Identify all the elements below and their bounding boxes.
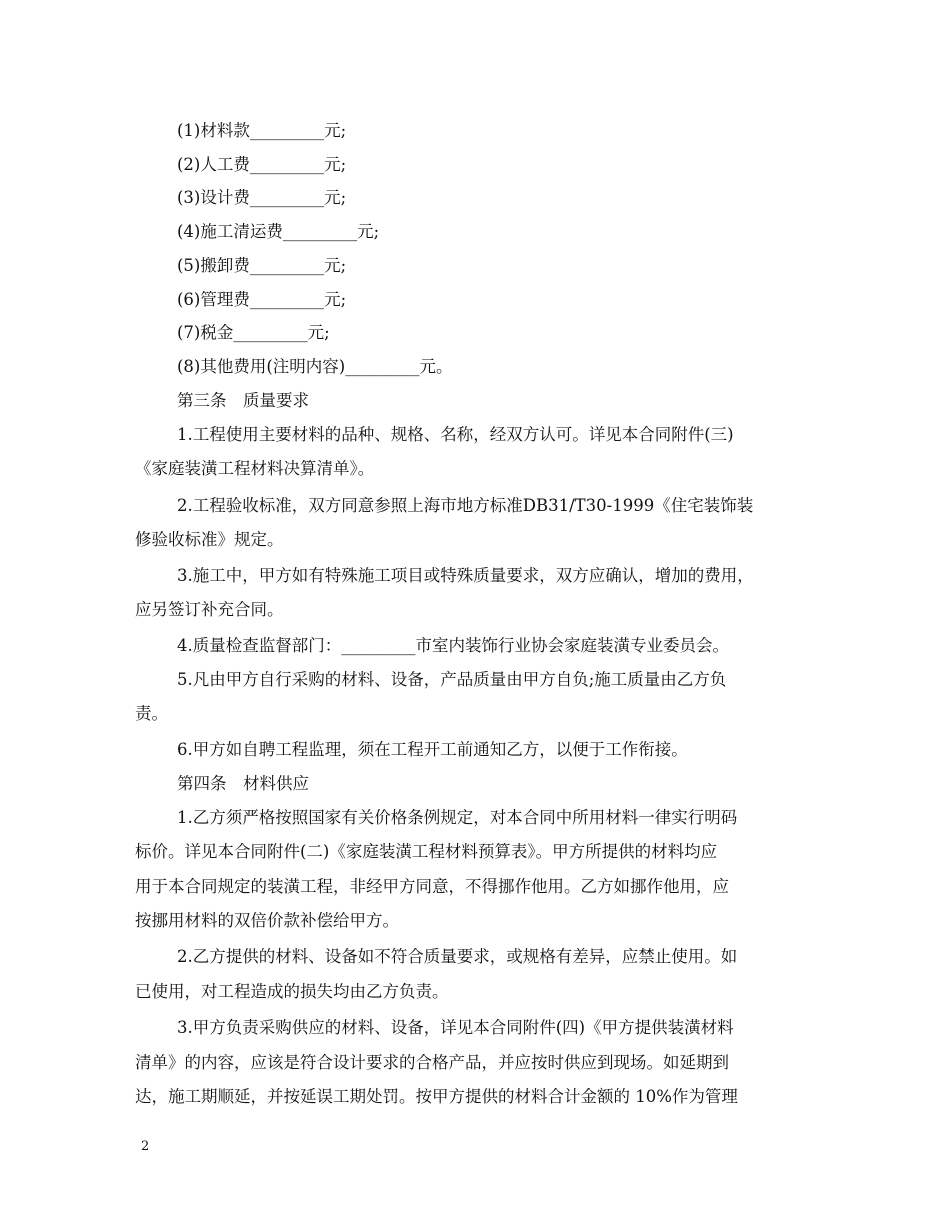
- fee-item: (3)设计费_________元;: [177, 188, 347, 207]
- article-4-item-2: 2.乙方提供的材料、设备如不符合质量要求，或规格有差异，应禁止使用。如: [177, 947, 738, 966]
- article-3-item-5-cont: 责。: [135, 704, 168, 723]
- fee-item: (8)其他费用(注明内容)_________元。: [177, 357, 453, 376]
- article-3-item-3-cont: 应另签订补充合同。: [135, 600, 284, 619]
- article-3-item-1: 1.工程使用主要材料的品种、规格、名称，经双方认可。详见本合同附件(三): [177, 425, 734, 444]
- article-4-item-1-cont: 按挪用材料的双倍价款补偿给甲方。: [135, 911, 399, 930]
- article-4-item-3-cont: 清单》的内容，应该是符合设计要求的合格产品，并应按时供应到现场。如延期到: [135, 1053, 729, 1072]
- article-3-item-2-cont: 修验收标准》规定。: [135, 530, 284, 549]
- fee-item: (6)管理费_________元;: [177, 290, 347, 309]
- article-4-item-3-cont: 达，施工期顺延，并按延误工期处罚。按甲方提供的材料合计金额的 10%作为管理: [135, 1087, 738, 1106]
- article-3-item-5: 5.凡由甲方自行采购的材料、设备，产品质量由甲方自负;施工质量由乙方负: [177, 670, 727, 689]
- article-4-heading: 第四条 材料供应: [177, 774, 309, 793]
- article-3-item-3: 3.施工中，甲方如有特殊施工项目或特殊质量要求，双方应确认，增加的费用，: [177, 566, 754, 585]
- fee-item: (7)税金_________元;: [177, 323, 330, 342]
- article-4-item-1-cont: 标价。详见本合同附件(二)《家庭装潢工程材料预算表》。甲方所提供的材料均应: [135, 842, 718, 861]
- article-4-item-2-cont: 已使用，对工程造成的损失均由乙方负责。: [135, 982, 449, 1001]
- article-4-item-1: 1.乙方须严格按照国家有关价格条例规定，对本合同中所用材料一律实行明码: [177, 808, 738, 827]
- article-3-item-2: 2.工程验收标准，双方同意参照上海市地方标准DB31/T30-1999《住宅装饰装: [177, 496, 754, 515]
- page-number: 2: [141, 1139, 150, 1154]
- fee-item: (5)搬卸费_________元;: [177, 256, 347, 275]
- article-3-heading: 第三条 质量要求: [177, 391, 309, 410]
- article-3-item-4: 4.质量检查监督部门：_________市室内装饰行业协会家庭装潢专业委员会。: [177, 636, 729, 655]
- fee-item: (2)人工费_________元;: [177, 155, 347, 174]
- article-3-item-6: 6.甲方如自聘工程监理，须在工程开工前通知乙方，以便于工作衔接。: [177, 740, 688, 759]
- fee-item: (1)材料款_________元;: [177, 121, 347, 140]
- article-3-item-1-cont: 《家庭装潢工程材料决算清单》。: [135, 459, 375, 478]
- article-4-item-3: 3.甲方负责采购供应的材料、设备，详见本合同附件(四)《甲方提供装潢材料: [177, 1018, 734, 1037]
- article-4-item-1-cont: 用于本合同规定的装潢工程，非经甲方同意，不得挪作他用。乙方如挪作他用，应: [135, 877, 729, 896]
- fee-item: (4)施工清运费_________元;: [177, 222, 380, 241]
